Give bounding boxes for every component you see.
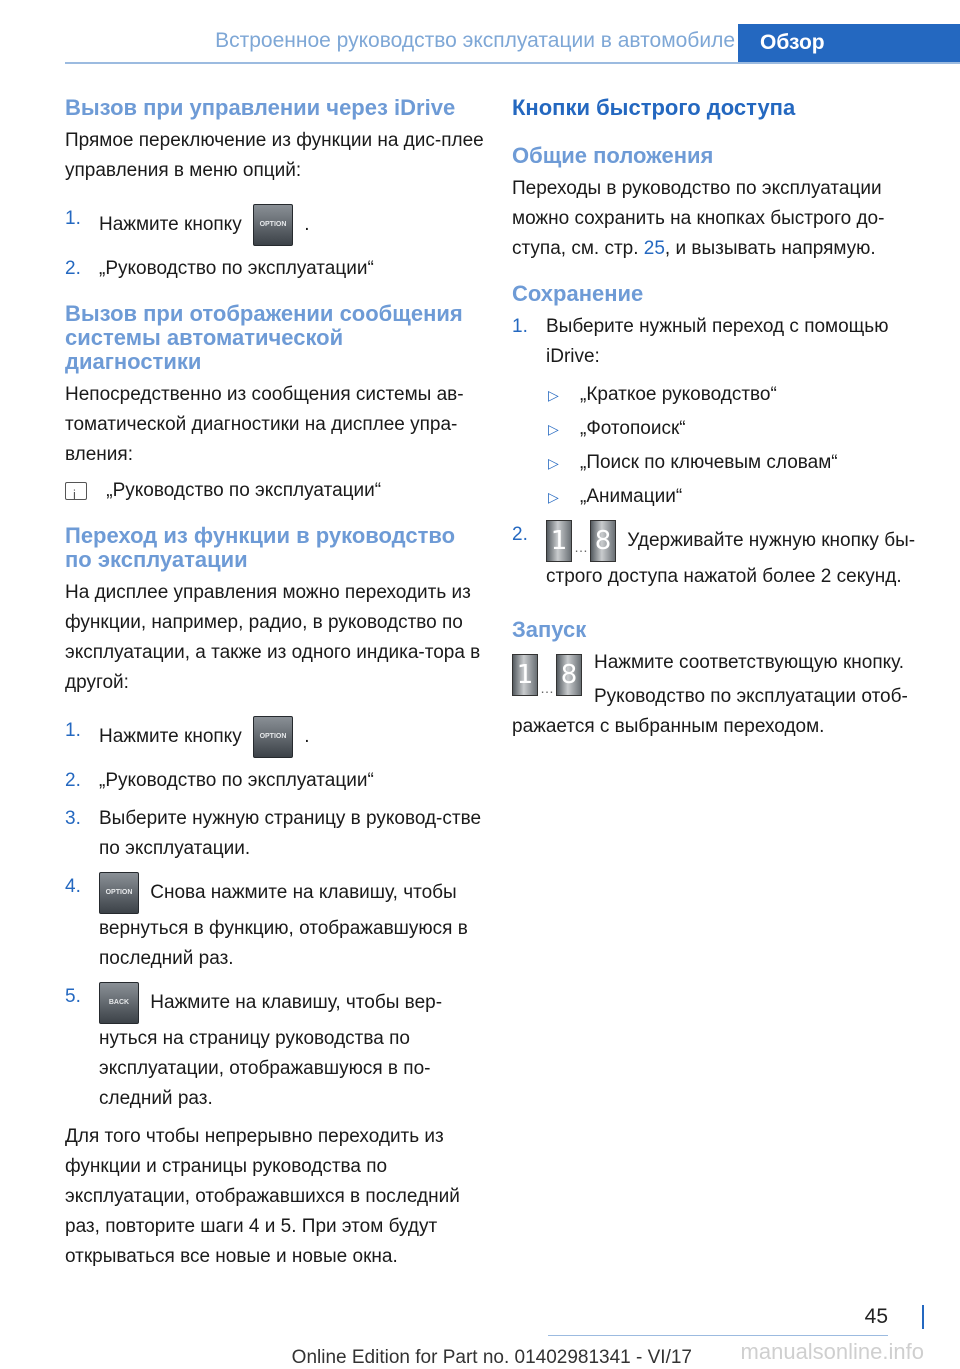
header-title: Встроенное руководство эксплуатации в автомобиле — [215, 29, 735, 52]
launch-block — [512, 648, 924, 742]
launch-text-1: Нажмите соответствующую кнопку. — [594, 652, 905, 673]
list-item: 1. Нажмите кнопку OPTION . — [65, 204, 485, 246]
favorite-key-8-icon: 8 — [556, 654, 582, 696]
section-text-check-control: Непосредственно из сообщения системы ав-томатической диагностики на дисплее упра-вления: — [65, 384, 464, 465]
back-button-icon: BACK — [99, 982, 139, 1024]
launch-text-2: Руководство по эксплуатации отоб-ражается с выбранным переходом. — [512, 686, 908, 737]
navigation-footer-text: Для того чтобы непрерывно переходить из функции и страницы руководства по эксплуатации, отображавшихся в последний раз, повторите шаги 4 и 5. При этом будут открываться все новые и новые окна. — [65, 1126, 460, 1267]
section-title-favorites: Кнопки быстрого доступа — [512, 95, 796, 120]
footer-line — [548, 1335, 888, 1336]
triangle-bullet-icon: ▷ — [548, 489, 559, 505]
section-text-idrive: Прямое переключение из функции на дис-плее управления в меню опций: — [65, 130, 484, 181]
manual-info-icon — [65, 482, 87, 500]
favorite-key-1-icon: 1 — [546, 520, 572, 562]
header-section-tab: Обзор — [738, 24, 960, 62]
list-item: 2. „Руководство по эксплуатации“ — [65, 258, 374, 279]
option-button-icon: OPTION — [99, 872, 139, 914]
section-title-check-control: Вызов при отображении сообщения системы автоматической диагностики — [65, 301, 463, 374]
subsection-title-general: Общие положения — [512, 143, 714, 168]
list-item: 3. Выберите нужную страницу в руковод-стве по эксплуатации. — [65, 808, 482, 859]
page-header — [65, 24, 960, 62]
list-item: 4. OPTION Снова нажмите на клавишу, чтобы вернуться в функцию, отображавшуюся в последний раз. — [65, 872, 485, 974]
steps-idrive — [65, 204, 485, 284]
right-column — [512, 96, 924, 742]
list-item: 2. „Руководство по эксплуатации“ — [65, 770, 374, 791]
section-text-navigation: На дисплее управления можно переходить из функции, например, радио, в руководство по эксплуатации, а также из одного индика-тора в другой: — [65, 582, 481, 693]
edition-text: Online Edition for Part no. 01402981341 - VI/17 — [291, 1347, 692, 1368]
option-button-icon: OPTION — [253, 204, 293, 246]
section-title-navigation: Переход из функции в руководство по эксплуатации — [65, 523, 456, 572]
watermark: manualsonline.info — [740, 1339, 924, 1364]
favorite-key-1-icon: 1 — [512, 654, 538, 696]
section-title-idrive: Вызов при управлении через iDrive — [65, 95, 456, 120]
footer-rule — [922, 1305, 924, 1329]
favorite-key-8-icon: 8 — [590, 520, 616, 562]
subsection-title-launch: Запуск — [512, 617, 587, 642]
general-text: Переходы в руководство по эксплуатации можно сохранить на кнопках быстрого до-ступа, см. стр. 25, и вызывать напрямую. — [512, 178, 885, 259]
list-item: 2. 1 … 8 Удерживайте нужную кнопку бы-строго доступа нажатой более 2 секунд. — [512, 520, 924, 592]
steps-save — [512, 312, 924, 372]
list-item: ▷ „Анимации“ — [546, 482, 924, 512]
triangle-bullet-icon: ▷ — [548, 387, 559, 403]
favorite-keys-image: 1 … 8 — [512, 654, 582, 696]
triangle-bullet-icon: ▷ — [548, 455, 559, 471]
page-reference-link[interactable]: 25 — [643, 238, 665, 259]
left-column — [65, 96, 485, 1272]
steps-save-2 — [512, 520, 924, 592]
list-item: ▷ „Краткое руководство“ — [546, 380, 924, 410]
triangle-bullet-icon: ▷ — [548, 421, 559, 437]
manual-link-item: i „Руководство по эксплуатации“ — [65, 476, 485, 506]
option-button-icon: OPTION — [253, 716, 293, 758]
page-number: 45 — [864, 1305, 888, 1328]
list-item: ▷ „Фотопоиск“ — [546, 414, 924, 444]
list-item: 1. Нажмите кнопку OPTION . — [65, 716, 485, 758]
list-item: ▷ „Поиск по ключевым словам“ — [546, 448, 924, 478]
header-rule — [65, 62, 960, 64]
list-item: 1. Выберите нужный переход с помощью iDrive: — [512, 316, 889, 367]
subsection-title-save: Сохранение — [512, 281, 644, 306]
steps-navigation — [65, 716, 485, 1114]
save-options-list — [512, 380, 924, 512]
list-item: 5. BACK Нажмите на клавишу, чтобы вер-нуться на страницу руководства по эксплуатации, отображавшуюся в по-следний раз. — [65, 982, 485, 1114]
